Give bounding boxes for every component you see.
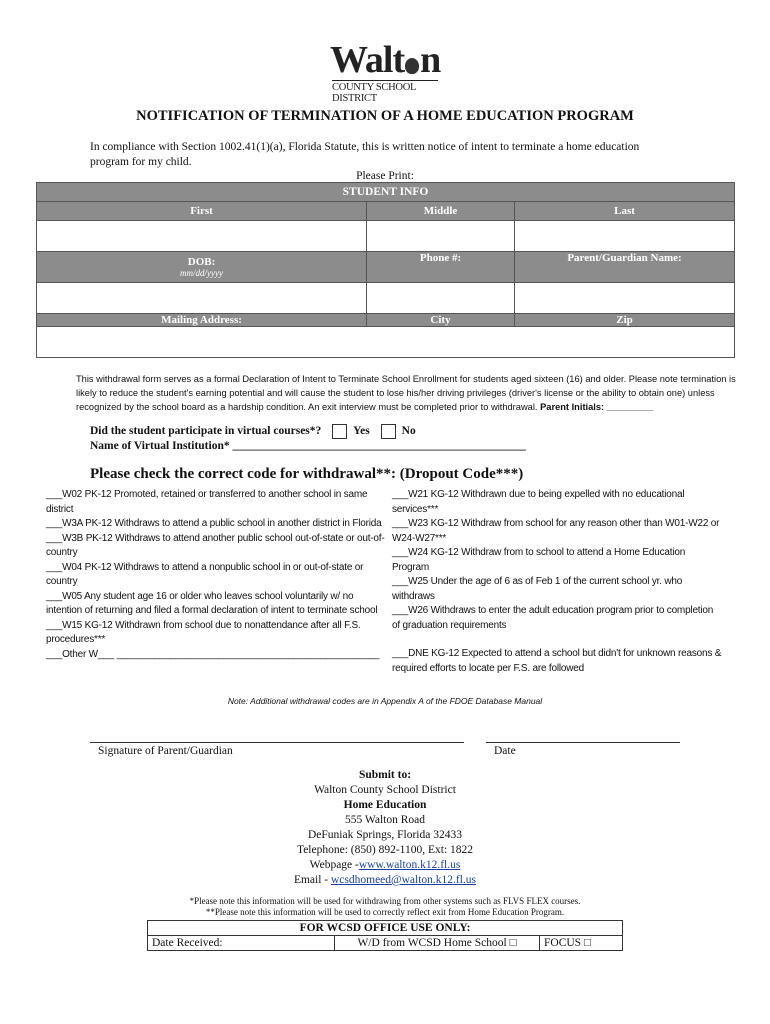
middle-name-label: Middle [367,202,515,221]
code-item[interactable]: ___W24 KG-12 Withdraw from to school to attend a Home Education Program [392,547,686,573]
withdrawal-notice [76,372,736,414]
code-item[interactable]: ___W23 KG-12 Withdraw from school for any reason other than W01-W22 or W24-W27*** [392,518,720,544]
submit-heading: Submit to: [358,769,412,781]
last-name-field[interactable] [515,221,735,252]
virtual-yes-checkbox[interactable] [332,424,347,439]
logo-text-end: n [420,39,441,81]
submit-phone: Telephone: (850) 892-1100, Ext: 1822 [296,844,474,856]
code-item[interactable]: ___W21 KG-12 Withdrawn due to being expelled with no educational services*** [392,489,685,515]
footnotes [0,896,770,918]
district-logo [330,40,440,80]
code-item[interactable]: ___W26 Withdraws to enter the adult education program prior to completion of graduation requirements [392,605,714,631]
form-title: NOTIFICATION OF TERMINATION OF A HOME EDUCATION PROGRAM [136,108,634,124]
code-item[interactable]: ___W15 KG-12 Withdrawn from school due to nonattendance after all F.S. procedures*** [46,619,361,645]
signature-line[interactable] [90,742,464,743]
codes-title: Please check the correct code for withdrawal**: (Dropout Code***) [90,466,524,482]
notice-text: This withdrawal form serves as a formal Declaration of Intent to Terminate School Enrollment for students aged sixteen (16) and older. Please note termination is likely to reduce the student's earning potential and will cause the student to lose his/her driving privileges (driver's license or the ability to obtain one) unless recognized by the school board as a hardship condition. An exit interview must be completed prior to withdrawal. [76,374,736,412]
middle-name-field[interactable] [367,221,515,252]
code-spacer [392,633,722,647]
submit-org: Walton County School District [314,784,456,796]
student-info-header: STUDENT INFO [37,183,735,202]
guardian-field[interactable] [515,283,735,314]
dob-field[interactable] [37,283,367,314]
submit-block [0,768,770,888]
phone-field[interactable] [367,283,515,314]
virtual-question [90,424,416,439]
virtual-institution[interactable]: Name of Virtual Institution* ___________________________________________________ [90,440,526,452]
dob-label [37,252,367,283]
email-label: Email - [293,874,331,886]
apple-icon [405,58,419,74]
first-name-field[interactable] [37,221,367,252]
no-label: No [401,425,416,438]
date-line[interactable] [486,742,680,743]
codes-note: Note: Additional withdrawal codes are in Appendix A of the FDOE Database Manual [227,696,543,706]
code-item[interactable]: ___W3B PK-12 Withdraws to attend another public school out-of-state or out-of-country [46,532,385,558]
mailing-address-field[interactable] [37,327,735,358]
office-header: FOR WCSD OFFICE USE ONLY: [148,921,623,936]
code-item[interactable]: ___W04 PK-12 Withdraws to attend a nonpublic school in or out-of-state or country [46,561,364,587]
last-name-label: Last [515,202,735,221]
footnote: **Please note this information will be used to correctly reflect exit from Home Education Program. [205,907,565,917]
zip-label: Zip [515,314,735,327]
code-item[interactable]: ___W02 PK-12 Promoted, retained or transferred to another school in same district [46,489,368,515]
yes-label: Yes [353,425,370,438]
footnote: *Please note this information will be used for withdrawing from other systems such as FLVS FLEX courses. [189,896,581,906]
date-label: Date [494,745,516,757]
city-label: City [367,314,515,327]
submit-street: 555 Walton Road [345,814,425,826]
submit-email [0,873,770,888]
code-item-other[interactable]: ___Other W___ _________________________________________________ [46,648,380,660]
web-label: Webpage - [309,859,359,871]
codes-left-column [46,488,386,662]
phone-label: Phone #: [367,252,515,283]
office-use-table [147,920,623,951]
code-item[interactable]: ___DNE KG-12 Expected to attend a school but didn't for unknown reasons & required efforts to locate per F.S. are followed [392,648,722,674]
parent-initials[interactable]: Parent Initials: _________ [540,402,654,412]
logo-subtitle: COUNTY SCHOOL DISTRICT [332,80,438,104]
date-received-field[interactable]: Date Received: [148,936,335,951]
web-link[interactable]: www.walton.k12.fl.us [358,859,461,871]
dob-format: mm/dd/yyyy [180,268,223,278]
please-print: Please Print: [356,170,414,182]
logo-text: Walt [330,39,405,81]
code-item[interactable]: ___W3A PK-12 Withdraws to attend a public school in another district in Florida [46,518,382,529]
code-item[interactable]: ___W05 Any student age 16 or older who leaves school voluntarily w/ no intention of returning and filed a formal declaration of intent to terminate school [46,590,378,616]
email-link[interactable]: wcsdhomeed@walton.k12.fl.us [330,874,477,886]
intro-text: In compliance with Section 1002.41(1)(a), Florida Statute, this is written notice of intent to terminate a home education program for my child. [90,141,640,168]
code-item[interactable]: ___W25 Under the age of 6 as of Feb 1 of the current school yr. who withdraws [392,576,683,602]
guardian-label: Parent/Guardian Name: [515,252,735,283]
codes-right-column [392,488,722,676]
wd-home-school-checkbox[interactable]: W/D from WCSD Home School □ [335,936,540,951]
submit-dept: Home Education [343,799,427,811]
virtual-no-checkbox[interactable] [381,424,396,439]
focus-checkbox[interactable]: FOCUS □ [540,936,623,951]
dob-label-text: DOB: [187,256,216,268]
student-info-table [36,182,734,358]
virtual-question-text: Did the student participate in virtual courses*? [90,425,322,438]
submit-city: DeFuniak Springs, Florida 32433 [308,829,462,841]
signature-label: Signature of Parent/Guardian [98,745,233,757]
submit-web [0,858,770,873]
first-name-label: First [37,202,367,221]
mailing-label: Mailing Address: [37,314,367,327]
